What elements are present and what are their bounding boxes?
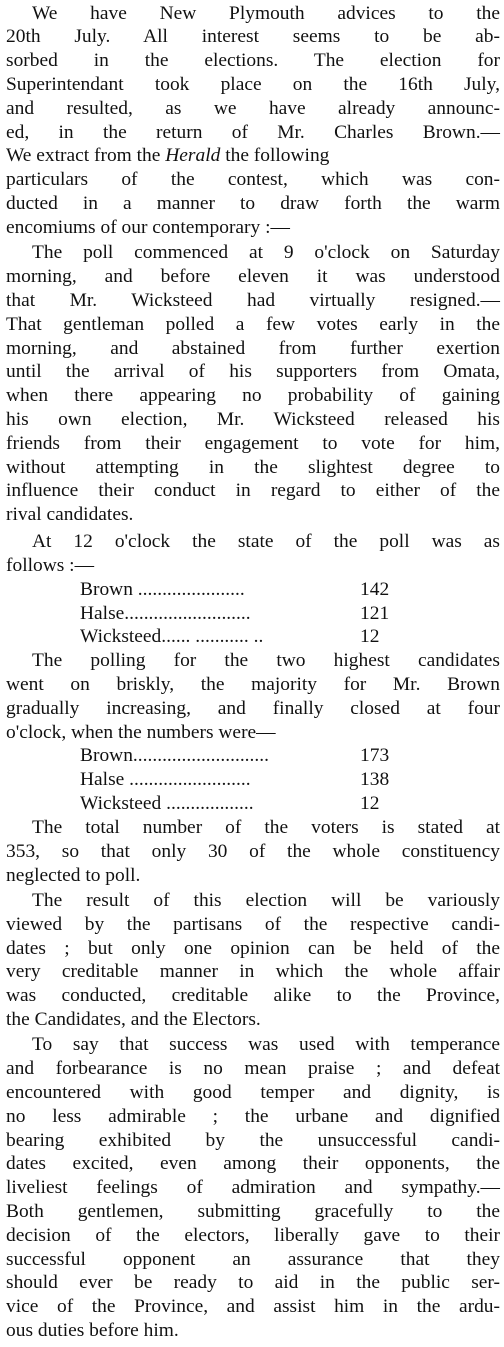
candidate-name: Halse .........................: [80, 769, 251, 791]
text-line: particulars of the contest, which was con-: [6, 169, 500, 191]
text-line: The polling for the two highest candidates: [32, 650, 500, 672]
text-line: no less admirable ; the urbane and dignified: [6, 1105, 500, 1127]
candidate-name: Wicksteed ..................: [80, 793, 254, 814]
text-span: We extract from the: [6, 145, 161, 167]
text-line: To say that success was used with temperance: [32, 1034, 500, 1056]
text-line: until the arrival of his supporters from Omata,: [6, 361, 500, 383]
text-line: encountered with good temper and dignity, is: [6, 1081, 500, 1103]
text-line: bearing exhibited by the unsuccessful candi-: [6, 1129, 500, 1151]
text-line: encomiums of our contemporary :—: [6, 216, 290, 238]
vote-count: 142: [360, 578, 390, 600]
text-line: influence their conduct in regard to either of the: [6, 480, 500, 502]
text-line: The result of this election will be variously: [32, 889, 500, 911]
text-line: ducted in a manner to draw forth the warm: [6, 193, 500, 215]
text-line: o'clock, when the numbers were—: [6, 721, 276, 743]
text-line: when there appearing no probability of gaining: [6, 385, 500, 407]
candidate-name: Brown ......................: [80, 578, 245, 600]
text-line: liveliest feelings of admiration and sympathy.—: [6, 1177, 500, 1199]
text-line: and forbearance is no mean praise ; and defeat: [6, 1058, 500, 1080]
text-line: dates ; but only one opinion can be held of the: [6, 937, 500, 959]
text-line: vice of the Province, and assist him in the ardu-: [6, 1296, 500, 1318]
text-line: Both gentlemen, submitting gracefully to the: [6, 1201, 500, 1222]
text-line: neglected to poll.: [6, 864, 141, 886]
text-line: went on briskly, the majority for Mr. Brown: [6, 674, 500, 695]
text-line: gradually increasing, and finally closed at four: [6, 697, 500, 719]
text-line: The total number of the voters is stated at: [32, 816, 500, 838]
text-line: viewed by the partisans of the respective candi-: [6, 913, 500, 935]
candidate-name: Brown............................: [80, 745, 269, 767]
text-line: morning, and abstained from further exertion: [6, 337, 500, 359]
text-line: follows :—: [6, 554, 95, 576]
text-line: [6, 144, 500, 168]
candidate-name: Wicksteed...... ........... ..: [80, 626, 264, 648]
text-line: sorbed in the elections. The election for: [6, 50, 500, 72]
text-line: and resulted, as we have already announc-: [6, 97, 500, 119]
vote-count: 12: [360, 793, 380, 814]
text-span: the following: [225, 145, 330, 167]
text-line: his own election, Mr. Wicksteed released his: [6, 408, 500, 430]
text-line: decision of the electors, liberally gave to their: [6, 1224, 500, 1246]
newspaper-name: Herald: [165, 145, 221, 167]
text-line: rival candidates.: [6, 504, 134, 526]
vote-count: 173: [360, 745, 390, 767]
text-line: That gentleman polled a few votes early in the: [6, 313, 500, 335]
vote-count: 121: [360, 602, 390, 624]
text-line: morning, and before eleven it was understood: [6, 266, 500, 288]
text-line: that Mr. Wicksteed had virtually resigned.—: [6, 289, 500, 311]
text-line: 20th July. All interest seems to be ab-: [6, 26, 500, 48]
text-line: ous duties before him.: [6, 1320, 179, 1341]
vote-count: 138: [360, 769, 390, 791]
text-line: At 12 o'clock the state of the poll was as: [32, 531, 500, 553]
text-line: the Candidates, and the Electors.: [6, 1008, 261, 1030]
text-line: friends from their engagement to vote for him,: [6, 432, 500, 454]
text-line: should ever be ready to aid in the public ser-: [6, 1272, 500, 1294]
candidate-name: Halse..........................: [80, 602, 251, 624]
text-line: successful opponent an assurance that they: [6, 1248, 500, 1270]
text-line: was conducted, creditable alike to the Province,: [6, 985, 500, 1007]
vote-count: 12: [360, 626, 380, 648]
text-line: We have New Plymouth advices to the: [32, 2, 500, 24]
text-line: 353, so that only 30 of the whole constituency: [6, 840, 500, 862]
text-line: ed, in the return of Mr. Charles Brown.—: [6, 121, 500, 143]
text-line: without attempting in the slightest degree to: [6, 456, 500, 478]
text-line: dates excited, even among their opponents, the: [6, 1153, 500, 1175]
text-line: Superintendant took place on the 16th July,: [6, 74, 500, 95]
text-line: very creditable manner in which the whole affair: [6, 961, 500, 983]
text-line: The poll commenced at 9 o'clock on Saturday: [32, 242, 500, 264]
